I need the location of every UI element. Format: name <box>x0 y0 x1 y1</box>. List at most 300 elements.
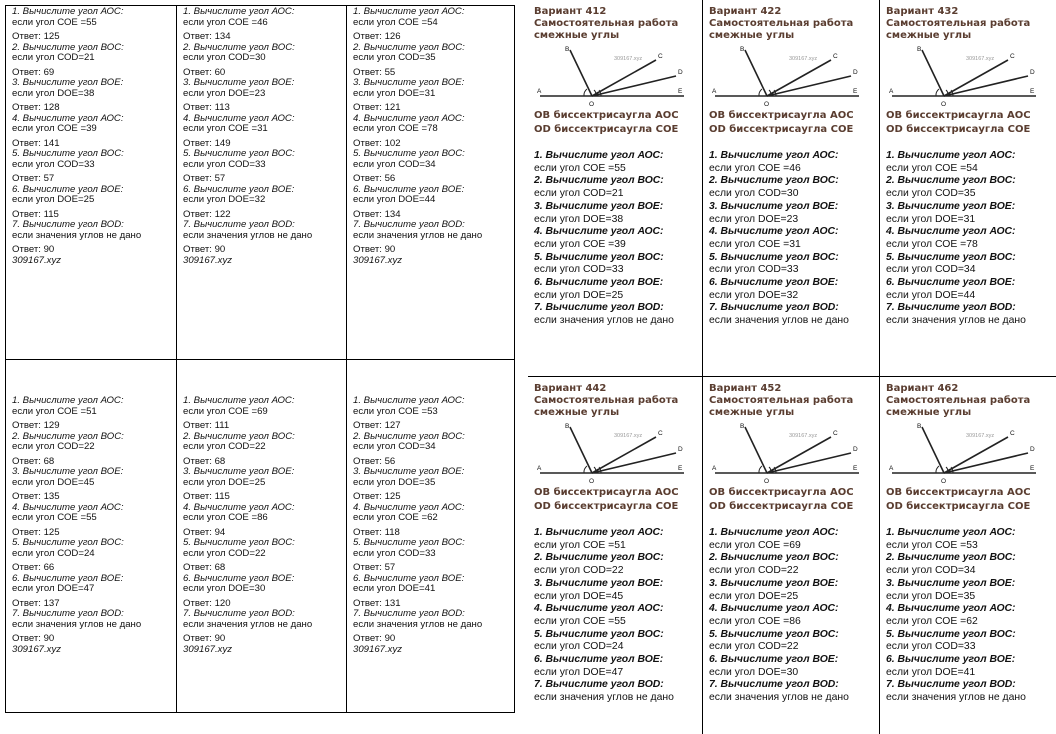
answer-value: Ответ: 121 <box>353 102 401 113</box>
question-condition: если угол DОЕ=31 <box>886 213 976 225</box>
condition-line: если угол DОЕ=44 <box>353 194 436 205</box>
question-heading: 4. Вычислите угол АОС: <box>534 226 664 238</box>
angle-diagram <box>534 44 696 108</box>
point-label-o: O <box>589 478 595 485</box>
bisector-statement: ОВ биссектрисаугла АОС <box>886 110 1031 121</box>
answer-cell <box>346 6 515 359</box>
point-label-a: A <box>712 88 717 95</box>
question-line: 5. Вычислите угол ВОС: <box>353 148 465 159</box>
question-heading: 4. Вычислите угол АОС: <box>886 226 1016 238</box>
question-line: 4. Вычислите угол АОС: <box>183 112 295 124</box>
site-watermark: 309167.xyz <box>12 254 62 266</box>
question-list <box>709 527 873 705</box>
question-line: 3. Вычислите угол ВОЕ: <box>353 77 465 88</box>
point-label-a: A <box>889 88 894 95</box>
question-line: 4. Вычислите угол АОС: <box>183 501 295 513</box>
question-condition: если угол СОD=34 <box>886 264 976 276</box>
question-condition: если значения углов не дано <box>886 315 1026 327</box>
question-line: 7. Вычислите угол ВОD: <box>12 608 124 619</box>
answer-value: Ответ: 135 <box>12 491 60 502</box>
condition-line: если угол DОЕ=32 <box>183 194 266 205</box>
question-condition: если угол DОЕ=45 <box>534 590 624 602</box>
condition-line: если угол СОЕ =31 <box>183 123 268 134</box>
topic-subtitle: смежные углы <box>534 407 620 418</box>
condition-line: если угол DОЕ=25 <box>12 194 95 205</box>
bisector-statement: ОD биссектрисаугла СОЕ <box>534 501 679 512</box>
question-condition: если значения углов не дано <box>709 692 849 704</box>
question-condition: если угол DОЕ=23 <box>709 213 799 225</box>
answer-value: Ответ: 68 <box>183 562 226 573</box>
ray-ob <box>922 427 944 473</box>
question-condition: если угол СОЕ =55 <box>534 162 626 174</box>
question-line: 5. Вычислите угол ВОС: <box>183 537 295 548</box>
condition-line: если угол СОD=22 <box>183 547 266 559</box>
condition-line: если угол СОЕ =53 <box>353 405 438 417</box>
point-label-b: B <box>565 423 570 430</box>
question-condition: если угол СОЕ =86 <box>709 615 801 627</box>
angle-arc <box>759 89 762 96</box>
topic-subtitle: смежные углы <box>886 407 972 418</box>
angle-diagram <box>709 421 871 485</box>
question-line: 7. Вычислите угол ВОD: <box>12 219 124 230</box>
condition-line: если угол СОD=22 <box>183 441 266 452</box>
bisector-statement: ОD биссектрисаугла СОЕ <box>534 124 679 135</box>
variant-title: Вариант 442 <box>534 383 607 394</box>
answer-value: Ответ: 102 <box>353 137 401 149</box>
answer-value: Ответ: 68 <box>183 455 226 467</box>
answer-value: Ответ: 68 <box>12 455 55 467</box>
answer-value: Ответ: 111 <box>183 420 230 431</box>
point-label-d: D <box>853 446 858 453</box>
question-condition: если угол СОЕ =53 <box>886 539 978 551</box>
point-label-a: A <box>537 465 542 472</box>
question-heading: 7. Вычислите угол ВОD: <box>534 679 664 691</box>
question-line: 1. Вычислите угол АОС: <box>183 6 295 17</box>
question-line: 5. Вычислите угол ВОС: <box>12 148 124 159</box>
question-line: 1. Вычислите угол АОС: <box>12 395 124 406</box>
question-heading: 6. Вычислите угол ВОЕ: <box>709 654 839 666</box>
question-condition: если угол СОЕ =78 <box>886 238 978 250</box>
ray-od <box>767 76 851 96</box>
question-line: 6. Вычислите угол ВОЕ: <box>353 183 465 195</box>
answer-value: Ответ: 55 <box>353 66 396 78</box>
question-line: 4. Вычислите угол АОС: <box>353 501 465 513</box>
condition-line: если угол СОD=24 <box>12 547 95 559</box>
answer-value: Ответ: 126 <box>353 31 401 42</box>
answer-value: Ответ: 57 <box>183 173 226 184</box>
answer-value: Ответ: 90 <box>12 244 55 255</box>
question-heading: 4. Вычислите угол АОС: <box>534 603 664 615</box>
angle-diagram <box>534 421 696 485</box>
point-label-c: C <box>1010 53 1015 60</box>
condition-line: если угол СОЕ =78 <box>353 123 438 134</box>
answer-value: Ответ: 115 <box>183 491 230 502</box>
topic-subtitle: смежные углы <box>709 407 795 418</box>
point-label-a: A <box>537 88 542 95</box>
question-condition: если угол DОЕ=47 <box>534 666 624 678</box>
point-label-d: D <box>1030 69 1035 76</box>
answer-value: Ответ: 90 <box>183 244 226 255</box>
site-watermark: 309167.xyz <box>353 254 403 266</box>
condition-line: если угол СОЕ =55 <box>12 16 97 28</box>
condition-line: если угол СОЕ =46 <box>183 16 268 28</box>
answer-value: Ответ: 129 <box>12 420 60 431</box>
angle-diagram <box>709 44 871 108</box>
point-label-d: D <box>1030 446 1035 453</box>
question-heading: 5. Вычислите угол ВОС: <box>534 251 664 263</box>
question-line: 3. Вычислите угол ВОЕ: <box>183 466 295 477</box>
condition-line: если угол СОD=30 <box>183 52 266 63</box>
answer-value: Ответ: 125 <box>12 526 60 538</box>
question-line: 1. Вычислите угол АОС: <box>12 6 124 17</box>
question-heading: 2. Вычислите угол ВОС: <box>886 175 1016 187</box>
answer-value: Ответ: 118 <box>353 526 400 538</box>
question-heading: 1. Вычислите угол АОС: <box>534 527 664 538</box>
condition-line: если угол СОЕ =62 <box>353 512 438 523</box>
question-condition: если значения углов не дано <box>886 692 1026 704</box>
question-condition: если угол СОD=30 <box>709 188 799 200</box>
bisector-statement: ОВ биссектрисаугла АОС <box>534 110 679 121</box>
question-line: 2. Вычислите угол ВОС: <box>353 430 465 442</box>
condition-line: если значения углов не дано <box>353 229 483 241</box>
site-watermark: 309167.xyz <box>353 643 403 655</box>
site-watermark: 309167.xyz <box>183 254 233 266</box>
answer-value: Ответ: 122 <box>183 208 231 220</box>
diagram-watermark: 309167.xyz <box>614 433 643 439</box>
question-line: 3. Вычислите угол ВОЕ: <box>12 466 124 477</box>
answer-value: Ответ: 125 <box>353 491 401 502</box>
ray-ob <box>570 427 592 473</box>
answer-value: Ответ: 90 <box>353 633 396 644</box>
condition-line: если угол СОD=33 <box>183 158 266 170</box>
point-label-o: O <box>764 101 770 108</box>
question-heading: 2. Вычислите угол ВОС: <box>709 552 839 564</box>
question-list <box>886 150 1050 328</box>
answer-value: Ответ: 66 <box>12 562 55 573</box>
point-label-d: D <box>678 69 683 76</box>
answer-value: Ответ: 90 <box>183 633 226 644</box>
ray-oc <box>592 437 656 473</box>
topic-subtitle: смежные углы <box>709 30 795 41</box>
point-label-e: E <box>853 465 858 472</box>
point-label-o: O <box>589 101 595 108</box>
answer-value: Ответ: 90 <box>353 244 396 255</box>
angle-arc <box>936 466 939 473</box>
question-condition: если угол СОD=33 <box>534 264 624 276</box>
question-heading: 5. Вычислите угол ВОС: <box>886 628 1016 640</box>
question-heading: 1. Вычислите угол АОС: <box>534 150 664 161</box>
angle-arc <box>936 89 939 96</box>
condition-line: если угол СОD=21 <box>12 52 95 63</box>
question-condition: если угол СОD=21 <box>534 188 624 200</box>
point-label-c: C <box>658 53 663 60</box>
condition-line: если угол DОЕ=38 <box>12 87 95 99</box>
question-heading: 7. Вычислите угол ВОD: <box>709 679 839 691</box>
work-subtitle: Самостоятельная работа <box>709 18 854 29</box>
question-line: 7. Вычислите угол ВОD: <box>353 608 465 619</box>
question-heading: 6. Вычислите угол ВОЕ: <box>534 654 664 666</box>
condition-line: если угол СОD=35 <box>353 52 436 63</box>
point-label-o: O <box>764 478 770 485</box>
question-heading: 3. Вычислите угол ВОЕ: <box>709 200 839 212</box>
point-label-d: D <box>678 446 683 453</box>
question-heading: 5. Вычислите угол ВОС: <box>534 628 664 640</box>
ray-od <box>944 453 1028 473</box>
ray-oc <box>767 60 831 96</box>
point-label-b: B <box>740 46 745 53</box>
question-line: 4. Вычислите угол АОС: <box>353 112 465 124</box>
question-condition: если угол DОЕ=25 <box>709 590 799 602</box>
question-condition: если угол СОЕ =46 <box>709 162 801 174</box>
condition-line: если угол СОЕ =55 <box>12 512 97 523</box>
variant-card <box>528 377 702 734</box>
answer-value: Ответ: 131 <box>353 597 401 609</box>
question-heading: 4. Вычислите угол АОС: <box>709 226 839 238</box>
point-label-b: B <box>917 423 922 430</box>
work-subtitle: Самостоятельная работа <box>709 395 854 406</box>
point-label-o: O <box>941 101 947 108</box>
answer-value: Ответ: 141 <box>12 137 60 149</box>
question-line: 6. Вычислите угол ВОЕ: <box>353 572 465 584</box>
question-line: 6. Вычислите угол ВОЕ: <box>12 183 124 195</box>
answer-value: Ответ: 134 <box>183 31 231 42</box>
answer-value: Ответ: 149 <box>183 137 231 149</box>
question-line: 5. Вычислите угол ВОС: <box>12 537 124 548</box>
ray-od <box>592 453 676 473</box>
question-line: 2. Вычислите угол ВОС: <box>12 430 124 442</box>
bisector-statement: ОВ биссектрисаугла АОС <box>886 487 1031 498</box>
condition-line: если угол DОЕ=31 <box>353 87 436 99</box>
point-label-c: C <box>833 430 838 437</box>
angle-arc <box>759 466 762 473</box>
work-subtitle: Самостоятельная работа <box>534 395 679 406</box>
answer-value: Ответ: 125 <box>12 31 60 42</box>
answer-value: Ответ: 57 <box>12 173 55 184</box>
variant-card <box>528 0 702 376</box>
condition-line: если значения углов не дано <box>12 229 142 241</box>
condition-line: если угол СОЕ =54 <box>353 16 438 28</box>
variant-card <box>879 0 1056 376</box>
point-label-c: C <box>658 430 663 437</box>
variant-title: Вариант 432 <box>886 6 959 17</box>
site-watermark: 309167.xyz <box>12 643 62 655</box>
work-subtitle: Самостоятельная работа <box>886 395 1031 406</box>
question-line: 2. Вычислите угол ВОС: <box>183 41 295 53</box>
question-line: 2. Вычислите угол ВОС: <box>12 41 124 53</box>
question-line: 6. Вычислите угол ВОЕ: <box>183 183 295 195</box>
question-heading: 6. Вычислите угол ВОЕ: <box>709 277 839 289</box>
question-heading: 1. Вычислите угол АОС: <box>709 527 839 538</box>
question-condition: если угол DОЕ=32 <box>709 289 799 301</box>
question-line: 4. Вычислите угол АОС: <box>12 501 124 513</box>
answer-value: Ответ: 128 <box>12 102 60 113</box>
condition-line: если угол DОЕ=23 <box>183 87 266 99</box>
condition-line: если угол СОЕ =51 <box>12 405 97 417</box>
ray-oc <box>767 437 831 473</box>
answer-cell <box>6 359 176 713</box>
question-condition: если угол DОЕ=38 <box>534 213 624 225</box>
question-condition: если угол СОD=35 <box>886 188 976 200</box>
variant-cards <box>528 0 1056 734</box>
answer-value: Ответ: 94 <box>183 526 226 538</box>
question-heading: 4. Вычислите угол АОС: <box>886 603 1016 615</box>
bisector-statement: ОD биссектрисаугла СОЕ <box>709 124 854 135</box>
question-condition: если значения углов не дано <box>534 692 674 704</box>
point-label-a: A <box>889 465 894 472</box>
question-heading: 5. Вычислите угол ВОС: <box>709 628 839 640</box>
point-label-a: A <box>712 465 717 472</box>
bisector-statement: ОD биссектрисаугла СОЕ <box>709 501 854 512</box>
question-heading: 3. Вычислите угол ВОЕ: <box>886 200 1016 212</box>
ray-oc <box>944 60 1008 96</box>
condition-line: если значения углов не дано <box>183 618 313 630</box>
question-condition: если угол СОЕ =54 <box>886 162 978 174</box>
bisector-statement: ОВ биссектрисаугла АОС <box>709 110 854 121</box>
angle-arc <box>584 89 587 96</box>
condition-line: если значения углов не дано <box>183 229 313 241</box>
question-condition: если угол DОЕ=35 <box>886 590 976 602</box>
point-label-c: C <box>1010 430 1015 437</box>
bisector-statement: ОВ биссектрисаугла АОС <box>534 487 679 498</box>
question-list <box>534 150 696 328</box>
condition-line: если угол СОD=34 <box>353 441 436 452</box>
question-condition: если угол DОЕ=25 <box>534 289 624 301</box>
condition-line: если угол DОЕ=30 <box>183 583 266 594</box>
question-condition: если угол СОD=34 <box>886 565 976 577</box>
answer-cell <box>6 6 176 359</box>
work-subtitle: Самостоятельная работа <box>886 18 1031 29</box>
question-heading: 1. Вычислите угол АОС: <box>886 527 1016 538</box>
condition-line: если угол СОD=33 <box>12 158 95 170</box>
ray-od <box>592 76 676 96</box>
question-heading: 2. Вычислите угол ВОС: <box>886 552 1016 564</box>
condition-line: если угол DОЕ=47 <box>12 583 95 594</box>
condition-line: если угол СОD=22 <box>12 441 95 452</box>
point-label-b: B <box>740 423 745 430</box>
point-label-e: E <box>678 88 683 95</box>
site-watermark: 309167.xyz <box>183 643 233 655</box>
ray-od <box>767 453 851 473</box>
question-list <box>709 150 873 328</box>
question-condition: если значения углов не дано <box>534 315 674 327</box>
question-heading: 4. Вычислите угол АОС: <box>709 603 839 615</box>
question-line: 3. Вычислите угол ВОЕ: <box>183 77 295 88</box>
condition-line: если угол СОЕ =86 <box>183 512 268 523</box>
work-subtitle: Самостоятельная работа <box>534 18 679 29</box>
question-condition: если угол СОD=33 <box>709 264 799 276</box>
variant-title: Вариант 462 <box>886 383 959 394</box>
question-heading: 3. Вычислите угол ВОЕ: <box>886 577 1016 589</box>
answer-value: Ответ: 120 <box>183 597 231 609</box>
angle-arc <box>584 466 587 473</box>
question-heading: 5. Вычислите угол ВОС: <box>709 251 839 263</box>
answer-value: Ответ: 56 <box>353 173 396 184</box>
answer-cell <box>346 359 515 713</box>
diagram-watermark: 309167.xyz <box>789 433 818 439</box>
question-line: 7. Вычислите угол ВОD: <box>183 608 295 619</box>
ray-oc <box>592 60 656 96</box>
answer-value: Ответ: 57 <box>353 562 396 573</box>
answer-value: Ответ: 127 <box>353 420 401 431</box>
question-line: 6. Вычислите угол ВОЕ: <box>183 572 295 584</box>
point-label-e: E <box>1030 465 1035 472</box>
question-condition: если угол СОD=22 <box>709 565 799 577</box>
question-line: 5. Вычислите угол ВОС: <box>183 148 295 159</box>
question-line: 7. Вычислите угол ВОD: <box>353 219 465 230</box>
bisector-statement: ОD биссектрисаугла СОЕ <box>886 124 1031 135</box>
variant-title: Вариант 412 <box>534 6 607 17</box>
diagram-watermark: 309167.xyz <box>789 56 818 62</box>
angle-diagram <box>886 44 1048 108</box>
condition-line: если угол DОЕ=25 <box>183 476 266 488</box>
question-condition: если угол СОD=22 <box>534 565 624 577</box>
answer-value: Ответ: 137 <box>12 597 60 609</box>
question-heading: 2. Вычислите угол ВОС: <box>534 175 664 187</box>
answer-value: Ответ: 90 <box>12 633 55 644</box>
variant-card <box>702 377 879 734</box>
question-condition: если угол СОD=24 <box>534 641 624 653</box>
topic-subtitle: смежные углы <box>534 30 620 41</box>
question-heading: 6. Вычислите угол ВОЕ: <box>886 277 1016 289</box>
answer-value: Ответ: 115 <box>12 208 59 220</box>
question-condition: если значения углов не дано <box>709 315 849 327</box>
answer-value: Ответ: 60 <box>183 66 226 78</box>
angle-diagram <box>886 421 1048 485</box>
point-label-e: E <box>853 88 858 95</box>
question-heading: 3. Вычислите угол ВОЕ: <box>709 577 839 589</box>
question-condition: если угол СОЕ =39 <box>534 238 626 250</box>
point-label-e: E <box>1030 88 1035 95</box>
variant-card <box>702 0 879 376</box>
ray-ob <box>922 50 944 96</box>
question-line: 2. Вычислите угол ВОС: <box>353 41 465 53</box>
question-condition: если угол DОЕ=41 <box>886 666 976 678</box>
diagram-watermark: 309167.xyz <box>966 433 995 439</box>
condition-line: если угол СОЕ =69 <box>183 405 268 417</box>
question-line: 1. Вычислите угол АОС: <box>353 6 465 17</box>
question-heading: 1. Вычислите угол АОС: <box>886 150 1016 161</box>
question-line: 1. Вычислите угол АОС: <box>353 395 465 406</box>
question-heading: 7. Вычислите угол ВОD: <box>886 302 1016 314</box>
question-heading: 7. Вычислите угол ВОD: <box>886 679 1016 691</box>
point-label-o: O <box>941 478 947 485</box>
question-condition: если угол СОD=22 <box>709 641 799 653</box>
bisector-statement: ОВ биссектрисаугла АОС <box>709 487 854 498</box>
answer-key-grid <box>5 5 515 713</box>
question-condition: если угол DОЕ=44 <box>886 289 976 301</box>
condition-line: если угол СОЕ =39 <box>12 123 97 134</box>
question-condition: если угол СОЕ =55 <box>534 615 626 627</box>
question-line: 2. Вычислите угол ВОС: <box>183 430 295 442</box>
answer-cell <box>176 6 346 359</box>
question-line: 1. Вычислите угол АОС: <box>183 395 295 406</box>
point-label-b: B <box>917 46 922 53</box>
point-label-b: B <box>565 46 570 53</box>
condition-line: если значения углов не дано <box>12 618 142 630</box>
question-condition: если угол СОЕ =62 <box>886 615 978 627</box>
question-line: 3. Вычислите угол ВОЕ: <box>353 466 465 477</box>
point-label-e: E <box>678 465 683 472</box>
answer-value: Ответ: 134 <box>353 208 401 220</box>
point-label-c: C <box>833 53 838 60</box>
condition-line: если угол DОЕ=41 <box>353 583 436 594</box>
ray-od <box>944 76 1028 96</box>
condition-line: если угол СОD=34 <box>353 158 436 170</box>
question-line: 3. Вычислите угол ВОЕ: <box>12 77 124 88</box>
diagram-watermark: 309167.xyz <box>966 56 995 62</box>
question-heading: 3. Вычислите угол ВОЕ: <box>534 577 664 589</box>
question-line: 4. Вычислите угол АОС: <box>12 112 124 124</box>
